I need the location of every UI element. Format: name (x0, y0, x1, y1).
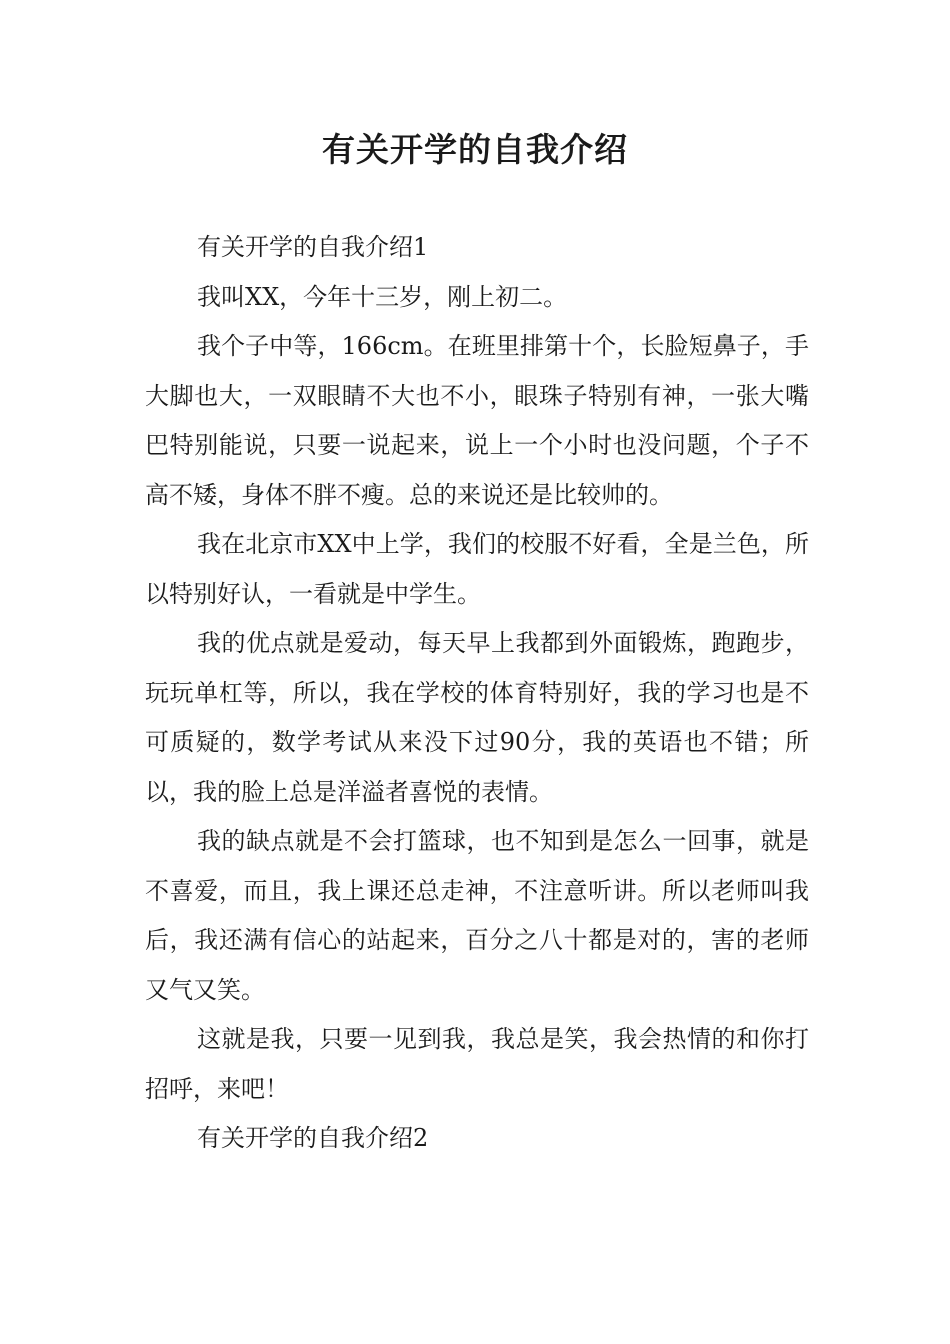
paragraph-school: 我在北京市XX中上学，我们的校服不好看，全是兰色，所以特别好认，一看就是中学生。 (145, 530, 809, 608)
paragraph-strengths: 我的优点就是爱动，每天早上我都到外面锻炼，跑跑步，玩玩单杠等，所以，我在学校的体育特别好，我的学习也是不可质疑的，数学考试从来没下过90分，我的英语也不错；所以，我的脸上总是洋溢者喜悦的表情。 (145, 629, 809, 806)
document-body (145, 223, 809, 1164)
paragraph-appearance: 我个子中等，166cm。在班里排第十个，长脸短鼻子，手大脚也大，一双眼睛不大也不小，眼珠子特别有神，一张大嘴巴特别能说，只要一说起来，说上一个小时也没问题，个子不高不矮，身体不胖不瘦。总的来说还是比较帅的。 (145, 332, 809, 509)
section-heading-1: 有关开学的自我介绍1 (197, 233, 429, 261)
document-title: 有关开学的自我介绍 (322, 130, 628, 169)
paragraph-weaknesses: 我的缺点就是不会打篮球，也不知到是怎么一回事，就是不喜爱，而且，我上课还总走神，不注意听讲。所以老师叫我后，我还满有信心的站起来，百分之八十都是对的，害的老师又气又笑。 (145, 827, 809, 1004)
section-heading-2: 有关开学的自我介绍2 (197, 1124, 429, 1152)
paragraph-closing: 这就是我，只要一见到我，我总是笑，我会热情的和你打招呼，来吧！ (145, 1025, 809, 1103)
paragraph-intro: 我叫XX，今年十三岁，刚上初二。 (197, 282, 568, 311)
